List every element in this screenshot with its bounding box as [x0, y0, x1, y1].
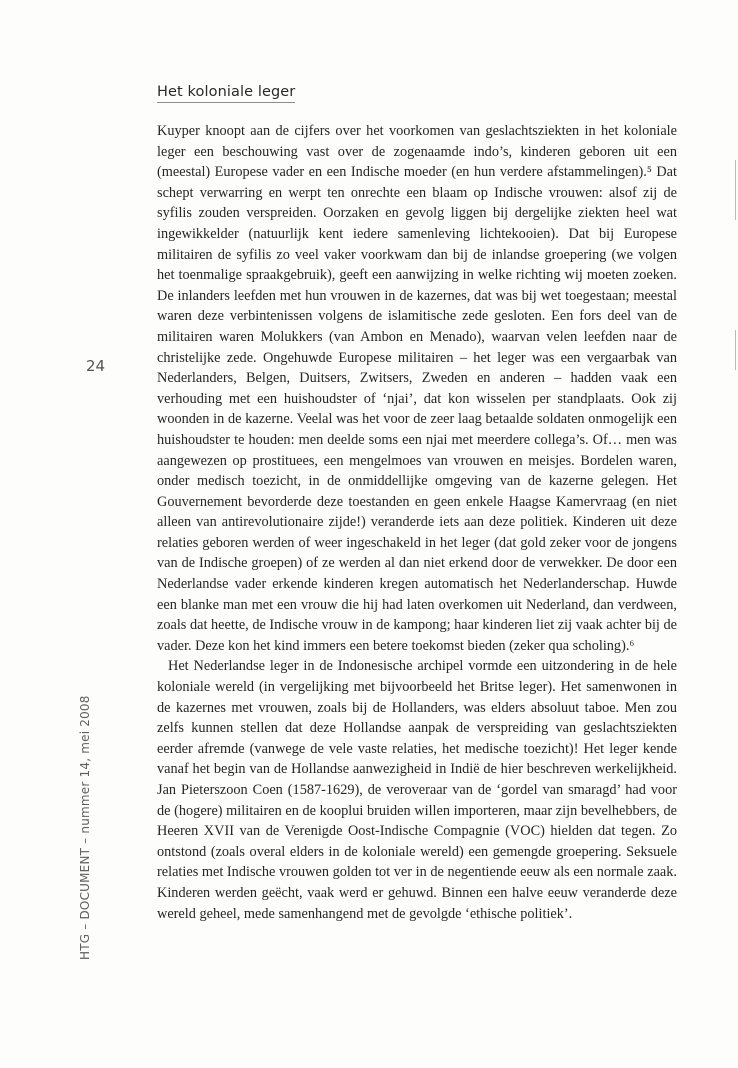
body-text — [157, 121, 677, 924]
paragraph: Het Nederlandse leger in de Indonesische archipel vormde een uitzondering in de hele koloniale wereld (in vergelijking met bijvoorbeeld het Britse leger). Het samenwonen in de kazernes met vrouwen, zoals bij de Hollanders, was elders absoluut taboe. Men zou zelfs kunnen stellen dat deze Hollandse aanpak de verspreiding van geslachtsziekten eerder afremde (vanwege de vele vaste relaties, het medische toezicht)! Het leger kende vanaf het begin van de Hollandse aanwezigheid in Indië de hier beschreven werkelijkheid. Jan Pieterszoon Coen (1587-1629), de veroveraar van de ‘gordel van smaragd’ had voor de (hogere) militairen en de kooplui bruiden willen importeren, maar zijn bevelhebbers, de Heeren XVII van de Verenigde Oost-Indische Compagnie (VOC) hielden dat tegen. Zo ontstond (zoals overal elders in de koloniale wereld) een gemengde groepering. Seksuele relaties met Indische vrouwen golden tot ver in de negentiende eeuw als een normale zaak. Kinderen werden geëcht, vaak werd er gehuwd. Binnen een halve eeuw veranderde deze wereld geheel, mede samenhangend met de gevolgde ‘ethische politiek’. — [157, 658, 677, 922]
running-footer: HTG – DOCUMENT – nummer 14, mei 2008 — [78, 695, 92, 960]
paragraph: Kuyper knoopt aan de cijfers over het voorkomen van geslachtsziekten in het koloniale leger een beschouwing vast over de zogenaamde indo’s, kinderen geboren uit een (meestal) Europese vader en een Indische moeder (en hun verdere afstammelingen).⁵ Dat schept verwarring en werpt ten onrechte een blaam op Indische vrouwen: alsof zij de syfilis zouden verspreiden. Oorzaken en gevolg liggen bij dergelijke ziekten heel wat ingewikkelder (natuurlijk kent iedere samenleving lichtekooien). Dat bij Europese militairen de syfilis zo veel vaker voorkwam dan bij de inlandse groepering (we volgen het toenmalige spraakgebruik), geeft een aanwijzing in welke richting wij moeten zoeken. De inlanders leefden met hun vrouwen in de kazernes, dat was bij wet toegestaan; meestal waren deze verbintenissen volgens de islamitische zede gesloten. Een fors deel van de militairen waren Molukkers (van Ambon en Menado), waarvan velen leefden naar de christelijke zede. Ongehuwde Europese militairen – het leger was een vergaarbak van Nederlanders, Belgen, Duitsers, Zwitsers, Zweden en anderen – hadden vaak een verhouding met een huishoudster of ‘njai’, dat kon wisselen per standplaats. Ook zij woonden in de kazerne. Veelal was het voor de zeer laag betaalde soldaten onmogelijk een huishoudster te houden: men deelde soms een njai met meerdere collega’s. Of… men was aangewezen op prostituees, een mengelmoes van vrouwen en meisjes. Bordelen waren, onder medisch toezicht, in de onmiddellijke omgeving van de kazerne gelegen. Het Gouvernement bevorderde deze toestanden en geen enkele Haagse Kamervraag (en niet alleen van antirevolutionaire zijde!) veranderde iets aan deze politiek. Kinderen uit deze relaties geboren werden of weer ingeschakeld in het leger (dat gold zeker voor de jongens van de Indische groepen) of ze werden al dan niet erkend door de verwekker. De door een Nederlandse vader erkende kinderen kregen automatisch het Nederlanderschap. Huwde een blanke man met een vrouw die hij had laten overkomen uit Nederland, dan verdween, zoals dat heette, de Indische vrouw in de kampong; haar kinderen liet zij vaak achter bij de vader. Deze kon het kind immers een betere toekomst bieden (zeker qua scholing).⁶ — [157, 123, 677, 654]
scan-edge-mark — [735, 160, 736, 220]
scan-edge-mark — [735, 330, 736, 370]
page-number: 24 — [86, 357, 106, 375]
section-heading: Het koloniale leger — [157, 84, 295, 103]
